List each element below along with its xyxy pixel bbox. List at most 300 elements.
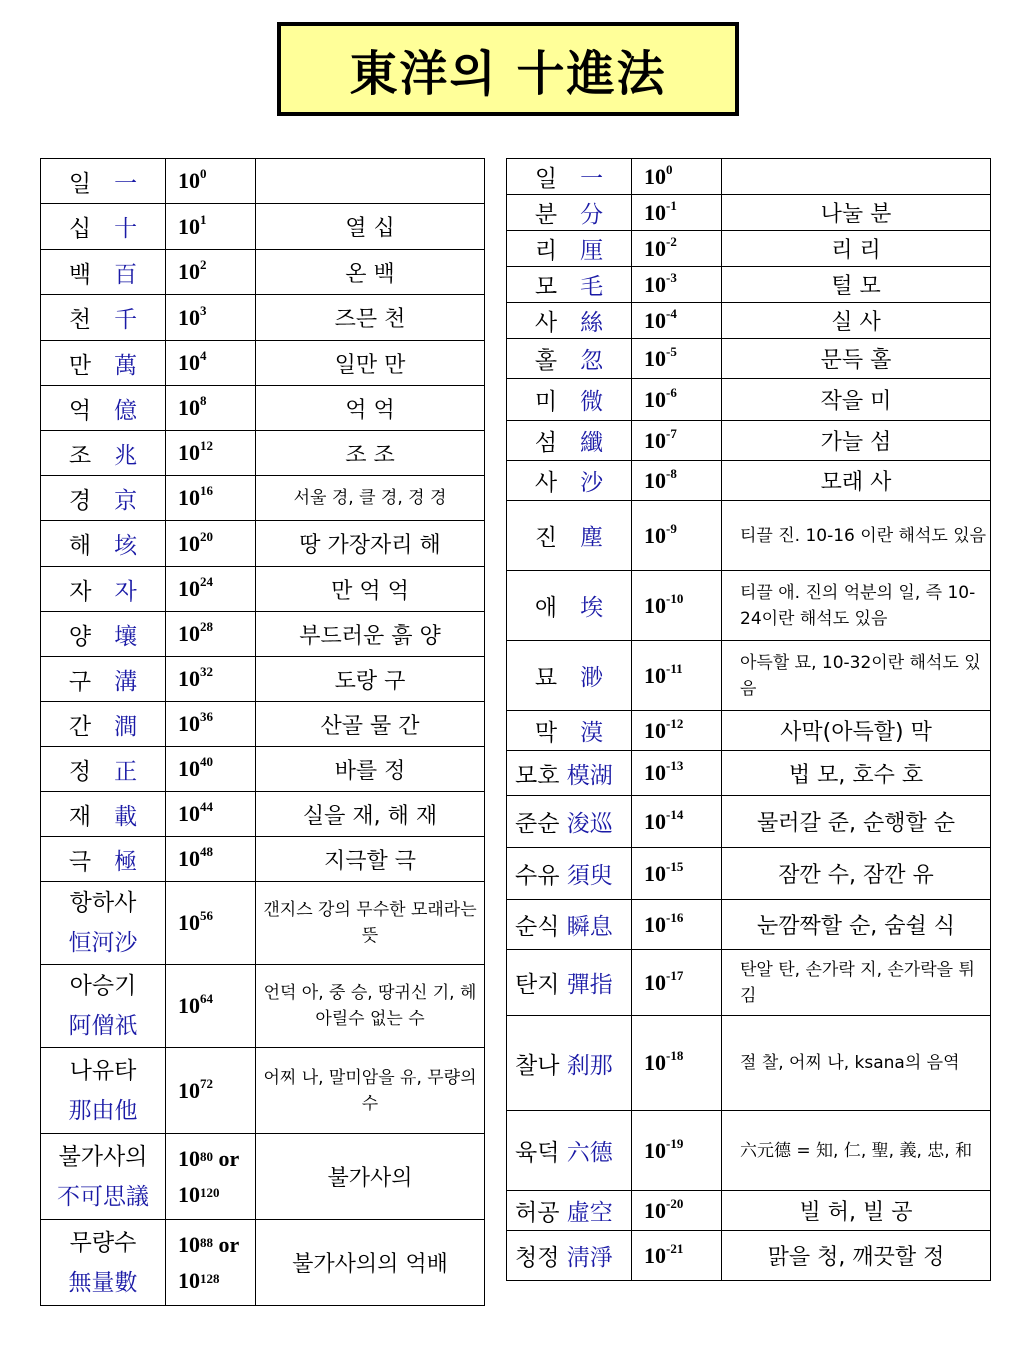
korean-name: 애 [534,595,558,621]
name-cell [507,751,632,796]
power-base: 10 [178,213,200,239]
power-base: 10 [644,467,666,493]
power-cell [632,303,722,339]
hanja-name: 恒河沙 [68,930,138,956]
power-exponent: 3 [200,302,207,318]
power-exponent: -5 [666,343,677,359]
power-base: 10 [178,304,200,330]
korean-name: 진 [534,525,558,551]
hanja-name: 渺 [580,665,604,691]
table-row [507,796,991,848]
power-exponent: -19 [666,1135,684,1151]
power-cell [166,792,256,837]
hanja-name: 百 [114,261,138,288]
hanja-name: 阿僧祇 [68,1013,138,1039]
meaning-cell [256,792,485,837]
table-row [41,476,485,521]
hanja-name: 載 [114,803,138,830]
power-exponent-alt: 120 [200,1184,220,1200]
power-exponent: 12 [200,438,213,453]
meaning-cell [722,1231,991,1281]
power-exponent: -15 [666,858,684,874]
meaning-cell [722,195,991,231]
hanja-name: 兆 [114,442,138,469]
meaning-text: 탄알 탄, 손가락 지, 손가락을 튀김 [740,959,975,1006]
hanja-name: 자 [114,578,137,605]
power-cell [166,1220,256,1306]
meaning-cell [722,421,991,461]
power-base: 10 [178,259,200,284]
power-base: 10 [644,427,666,453]
meaning-text: 빌 허, 빌 공 [799,1200,913,1225]
power-exponent: 20 [200,528,213,544]
power-cell [166,159,256,204]
meaning-text: 일만 만 [334,352,406,378]
power-exponent: -1 [666,197,677,213]
power-cell [632,1231,722,1281]
table-row [507,848,991,900]
power-cell [166,965,256,1048]
power-exponent: 1 [200,211,207,227]
meaning-text: 절 찰, 어찌 나, ksana의 음역 [740,1053,960,1073]
name-cell [507,267,632,303]
power-exponent: 56 [200,908,213,923]
table-row [41,204,485,250]
power-cell [166,657,256,702]
power-cell [632,231,722,267]
hanja-name: 漠 [580,720,604,746]
power-base: 10 [644,760,666,785]
meaning-cell [256,476,485,521]
hanja-name: 纖 [580,430,604,456]
name-cell [507,501,632,571]
meaning-text: 열 십 [345,216,395,241]
power-cell [632,571,722,641]
meaning-cell [722,501,991,571]
name-cell [41,295,166,341]
meaning-cell [722,1016,991,1111]
power-base: 10 [178,846,200,871]
meaning-text: 나눌 분 [820,202,892,227]
name-cell [41,882,166,965]
right-table [506,158,991,1281]
meaning-cell [256,747,485,792]
hanja-name: 刹那 [566,1052,613,1079]
power-base: 10 [644,271,666,297]
korean-name: 청정 [515,1245,560,1271]
hanja-name: 埃 [580,595,604,621]
power-exponent: -3 [666,269,677,285]
meaning-cell [722,950,991,1016]
power-cell [632,641,722,711]
power-cell [166,431,256,476]
meaning-text: 작을 미 [820,389,892,414]
korean-name: 준순 [515,811,560,837]
hanja-name: 厘 [580,238,604,264]
name-cell [41,747,166,792]
power-base: 10 [644,235,666,261]
hanja-name: 垓 [114,533,138,559]
table-row [41,837,485,882]
hanja-name: 那由他 [68,1097,138,1124]
meaning-text: 리 리 [831,238,881,263]
power-base: 10 [644,199,666,225]
name-cell [507,231,632,267]
power-base: 10 [644,1050,666,1075]
table-row [41,792,485,837]
hanja-name: 毛 [580,274,604,300]
power-base: 10 [178,993,200,1018]
meaning-cell [722,159,991,195]
hanja-name: 絲 [580,310,604,336]
meaning-text: 지극할 극 [323,848,416,874]
power-cell [166,204,256,250]
power-cell [632,421,722,461]
meaning-cell [256,657,485,702]
name-cell [41,431,166,476]
name-cell [507,379,632,421]
power-base: 10 [178,621,200,646]
hanja-name: 極 [114,848,138,875]
hanja-name: 京 [114,487,138,514]
korean-name: 육덕 [515,1140,560,1166]
hanja-name: 浚巡 [566,811,613,837]
meaning-cell [256,1048,485,1134]
name-cell [507,641,632,711]
power-cell [632,950,722,1016]
power-exponent: 64 [200,991,213,1006]
hanja-name: 一 [580,166,604,192]
name-cell [41,204,166,250]
name-cell [507,421,632,461]
korean-name: 사 [534,470,558,496]
name-cell [507,796,632,848]
power-base: 10 [644,662,666,688]
korean-name: 무량수 [69,1229,137,1256]
table-row [41,702,485,747]
power-cell [632,379,722,421]
meaning-cell [256,837,485,882]
korean-name: 찰나 [515,1052,560,1079]
korean-name: 간 [68,713,92,740]
power-cell [166,295,256,341]
meaning-cell [722,461,991,501]
table-row [507,303,991,339]
name-cell [507,1111,632,1191]
table-row [507,950,991,1016]
meaning-text: 억 억 [345,397,395,423]
power-cell [166,882,256,965]
meaning-cell [722,379,991,421]
meaning-text: 실을 재, 해 재 [302,803,438,829]
table-row [41,747,485,792]
power-base: 10 [644,163,666,189]
korean-name: 백 [68,261,92,288]
power-exponent: -12 [666,715,684,731]
meaning-cell [256,521,485,567]
power-base: 10 [644,1137,666,1163]
table-row [41,521,485,567]
power-cell [632,1111,722,1191]
meaning-cell [722,641,991,711]
table-row [507,1111,991,1191]
meaning-text: 서울 경, 클 경, 경 경 [293,488,447,508]
meaning-text: 바를 정 [334,758,406,784]
name-cell [41,837,166,882]
power-base: 10 [644,1242,666,1268]
meaning-text: 어찌 나, 말미암을 유, 무량의 수 [263,1067,477,1114]
power-cell [632,751,722,796]
power-cell [166,1048,256,1134]
name-cell [41,159,166,204]
table-row [507,461,991,501]
power-exponent: -2 [666,233,677,249]
name-cell [507,195,632,231]
power-base: 10 [178,1077,200,1103]
meaning-cell [722,900,991,950]
name-cell [41,567,166,612]
power-cell [632,267,722,303]
power-cell [632,900,722,950]
table-row [507,231,991,267]
name-cell [507,159,632,195]
power-cell [166,1134,256,1220]
name-cell [507,1191,632,1231]
power-exponent: 16 [200,483,213,498]
power-cell [166,702,256,747]
name-cell [41,341,166,386]
hanja-name: 塵 [580,525,604,551]
power-cell [166,567,256,612]
power-cell [632,339,722,379]
name-cell [41,476,166,521]
power-exponent: 0 [666,161,673,177]
korean-name: 모호 [515,762,560,789]
power-cell [166,521,256,567]
meaning-cell [722,1111,991,1191]
korean-name: 모 [534,274,558,300]
meaning-text: 맑을 청, 깨끗할 정 [767,1245,945,1270]
power-exponent: -4 [666,305,677,321]
meaning-text: 불가사의의 억배 [292,1252,448,1277]
name-cell [41,386,166,431]
meaning-text: 사막(아득할) 막 [780,720,932,745]
name-cell [41,702,166,747]
meaning-text: 모래 사 [820,470,892,495]
hanja-name: 六德 [566,1140,613,1166]
table-row [507,1231,991,1281]
hanja-name: 微 [580,389,604,415]
name-cell [41,1134,166,1220]
power-base: 10 [644,808,666,834]
power-base: 10 [178,576,200,601]
korean-name: 일 [68,170,92,197]
meaning-cell [256,250,485,295]
power-exponent: -8 [666,465,677,481]
hanja-name: 忽 [580,348,604,374]
hanja-name: 億 [114,397,138,424]
meaning-text: 언덕 아, 중 승, 땅귀신 기, 헤아릴수 없는 수 [263,983,477,1029]
korean-name: 만 [68,352,92,379]
power-base: 10 [178,530,200,556]
name-cell [507,461,632,501]
power-exponent: 2 [200,257,207,272]
korean-name: 묘 [534,665,558,691]
power-exponent: 48 [200,844,213,859]
korean-name: 아승기 [69,973,137,999]
power-cell [166,386,256,431]
meaning-cell [722,339,991,379]
name-cell [41,657,166,702]
hanja-name: 壤 [114,623,138,650]
table-row [507,501,991,571]
korean-name: 사 [534,310,558,336]
korean-name: 정 [68,758,92,785]
meaning-text: 실 사 [831,310,881,335]
table-row [41,657,485,702]
power-base: 10 [644,1197,666,1223]
name-cell [507,848,632,900]
meaning-text: 불가사의 [327,1166,413,1191]
korean-name: 해 [68,533,92,559]
table-row [41,250,485,295]
meaning-text: 가늘 섬 [820,430,892,455]
power-base-alt: 10 [178,1267,200,1293]
meaning-cell [722,267,991,303]
power-exponent: -16 [666,909,684,925]
power-cell [166,837,256,882]
meaning-cell [722,571,991,641]
power-exponent: 24 [200,574,213,589]
power-exponent-alt: 128 [200,1270,220,1286]
power-exponent: 0 [200,166,207,181]
meaning-text: 만 억 억 [331,578,409,604]
meaning-cell [256,702,485,747]
name-cell [41,612,166,657]
hanja-name: 澗 [114,713,138,740]
meaning-text: 티끌 진. 10-16 이란 해석도 있음 [740,525,987,546]
hanja-name: 萬 [114,352,138,379]
korean-name: 나유타 [69,1057,137,1084]
name-cell [41,1220,166,1306]
power-base: 10 [178,711,200,736]
table-row [41,567,485,612]
table-row [41,159,485,204]
power-exponent: 36 [200,709,213,724]
power-base: 10 [644,969,666,995]
power-cell [632,1191,722,1231]
korean-name: 수유 [515,863,560,889]
power-exponent: 40 [200,754,213,769]
name-cell [41,965,166,1048]
meaning-cell [256,204,485,250]
power-exponent: -10 [666,590,684,606]
meaning-text: 문득 홀 [820,348,892,373]
power-base: 10 [644,345,666,371]
power-exponent: 80 [200,1148,213,1164]
meaning-text: 법 모, 호수 호 [788,762,924,788]
power-cell [632,848,722,900]
name-cell [507,303,632,339]
table-row [41,965,485,1048]
left-table [40,158,485,1306]
meaning-cell [722,711,991,751]
power-exponent: -14 [666,806,684,822]
korean-name: 천 [68,307,92,333]
meaning-text: 즈믄 천 [334,307,406,332]
power-exponent: -9 [666,520,677,536]
table-row [41,1220,485,1306]
power-base: 10 [644,522,666,548]
power-cell [632,796,722,848]
name-cell [507,950,632,1016]
hanja-name: 溝 [114,668,138,695]
power-base: 10 [178,756,200,781]
power-cell [632,711,722,751]
korean-name: 조 [68,442,92,469]
title-box [277,22,739,116]
power-exponent: 44 [200,799,213,814]
power-exponent: -13 [666,758,684,773]
meaning-cell [256,1220,485,1306]
table-row [507,711,991,751]
power-cell [166,250,256,295]
power-exponent: -17 [666,967,684,983]
power-cell [632,1016,722,1111]
meaning-text: 온 백 [345,261,395,287]
power-or: or [218,1145,240,1171]
table-row [41,295,485,341]
meaning-cell [256,1134,485,1220]
name-cell [507,571,632,641]
hanja-name: 分 [580,202,604,228]
power-exponent: -20 [666,1195,684,1211]
power-base: 10 [178,1145,200,1171]
name-cell [41,521,166,567]
power-exponent: 32 [200,664,213,679]
power-exponent: 88 [200,1234,213,1250]
korean-name: 섬 [534,430,558,456]
power-exponent: -18 [666,1048,684,1063]
korean-name: 분 [534,202,558,228]
meaning-text: 산골 물 간 [320,713,420,739]
hanja-name: 沙 [580,470,604,496]
hanja-name: 不可思議 [57,1183,149,1210]
power-exponent: -11 [666,660,683,676]
power-base: 10 [178,1231,200,1257]
power-base: 10 [178,168,200,193]
table-row [507,571,991,641]
meaning-cell [256,882,485,965]
name-cell [507,339,632,379]
name-cell [507,900,632,950]
table-row [41,431,485,476]
meaning-text: 아득할 묘, 10-32이란 해석도 있음 [740,652,981,699]
power-cell [632,195,722,231]
power-or: or [218,1231,240,1257]
table-row [41,882,485,965]
table-row [507,195,991,231]
hanja-name: 正 [114,758,138,785]
table-row [507,751,991,796]
power-cell [632,461,722,501]
power-cell [632,159,722,195]
korean-name: 극 [68,848,92,875]
power-cell [166,747,256,792]
table-row [507,900,991,950]
meaning-cell [256,295,485,341]
hanja-name: 模湖 [566,762,613,789]
